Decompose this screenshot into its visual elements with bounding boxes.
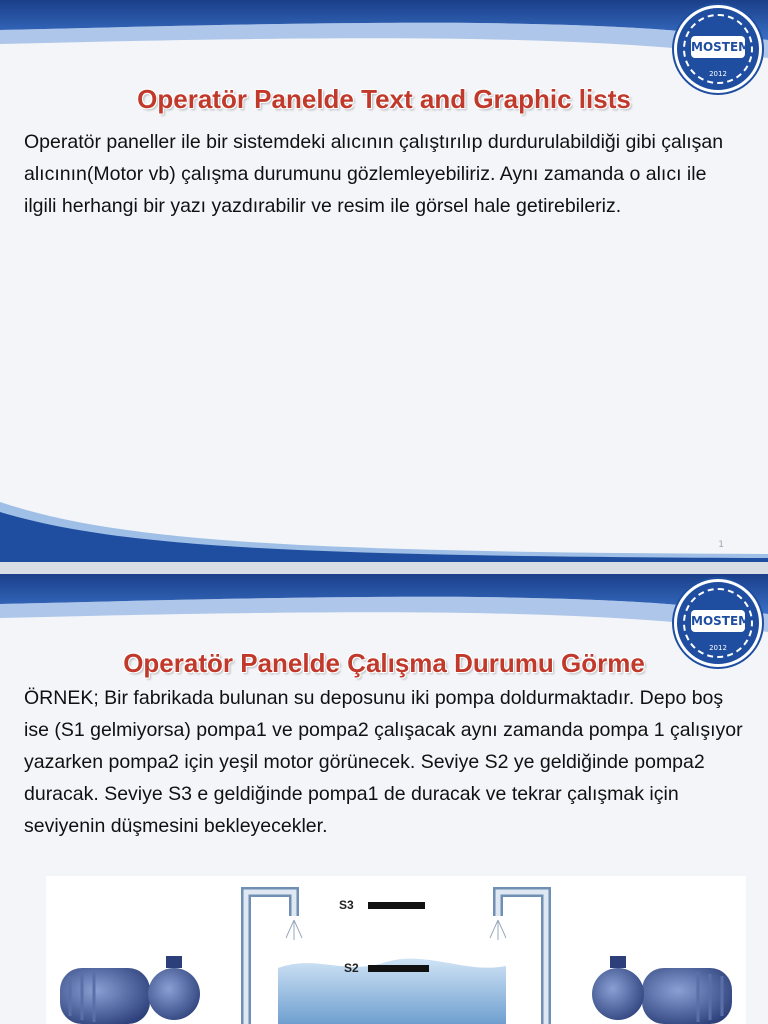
slide-title: Operatör Panelde Çalışma Durumu Görme xyxy=(123,648,645,678)
slide-title: Operatör Panelde Text and Graphic lists xyxy=(137,84,631,114)
slide-2 xyxy=(0,574,768,1024)
mostem-logo xyxy=(674,5,762,93)
slide-body-text: ÖRNEK; Bir fabrikada bulunan su deposunu iki pompa doldurmaktadır. Depo boş ise (S1 gelmiyorsa) pompa1 ve pompa2 çalışacak aynı zamanda pompa 1 çalışıyor yazarken pompa2 için yeşil motor görünecek. Seviye S2 ye geldiğinde pompa2 duracak. Seviye S3 e geldiğinde pompa1 de duracak ve tekrar çalışmak için seviyenin düşmesini bekleyecekler. xyxy=(24,687,743,837)
footer-wave xyxy=(0,502,768,562)
sensor-s3-bar xyxy=(368,902,425,909)
logo-year: 2012 xyxy=(709,644,727,652)
sensor-s2-bar xyxy=(368,965,429,972)
tank-pump-diagram xyxy=(46,876,746,1024)
logo-text: MOSTEM xyxy=(691,610,745,632)
sensor-s3-label: S3 xyxy=(339,898,354,912)
pump-1-icon xyxy=(60,956,200,1024)
slide-body-text: Operatör paneller ile bir sistemdeki alıcının çalıştırılıp durdurulabildiği gibi çalışan alıcının(Motor vb) çalışma durumunu gözlemleyebiliriz. Aynı zamanda o alıcı ile ilgili herhangi bir yazı yazdırabilir ve resim ile görsel hale getirebileriz. xyxy=(24,131,724,217)
logo-year: 2012 xyxy=(709,70,727,78)
page-number: 1 xyxy=(718,540,724,550)
diagram-drawing xyxy=(46,876,746,1024)
pump-2-icon xyxy=(592,956,732,1024)
header-wave xyxy=(0,0,768,90)
logo-text: MOSTEM xyxy=(691,36,745,58)
sensor-s2-label: S2 xyxy=(344,961,359,975)
